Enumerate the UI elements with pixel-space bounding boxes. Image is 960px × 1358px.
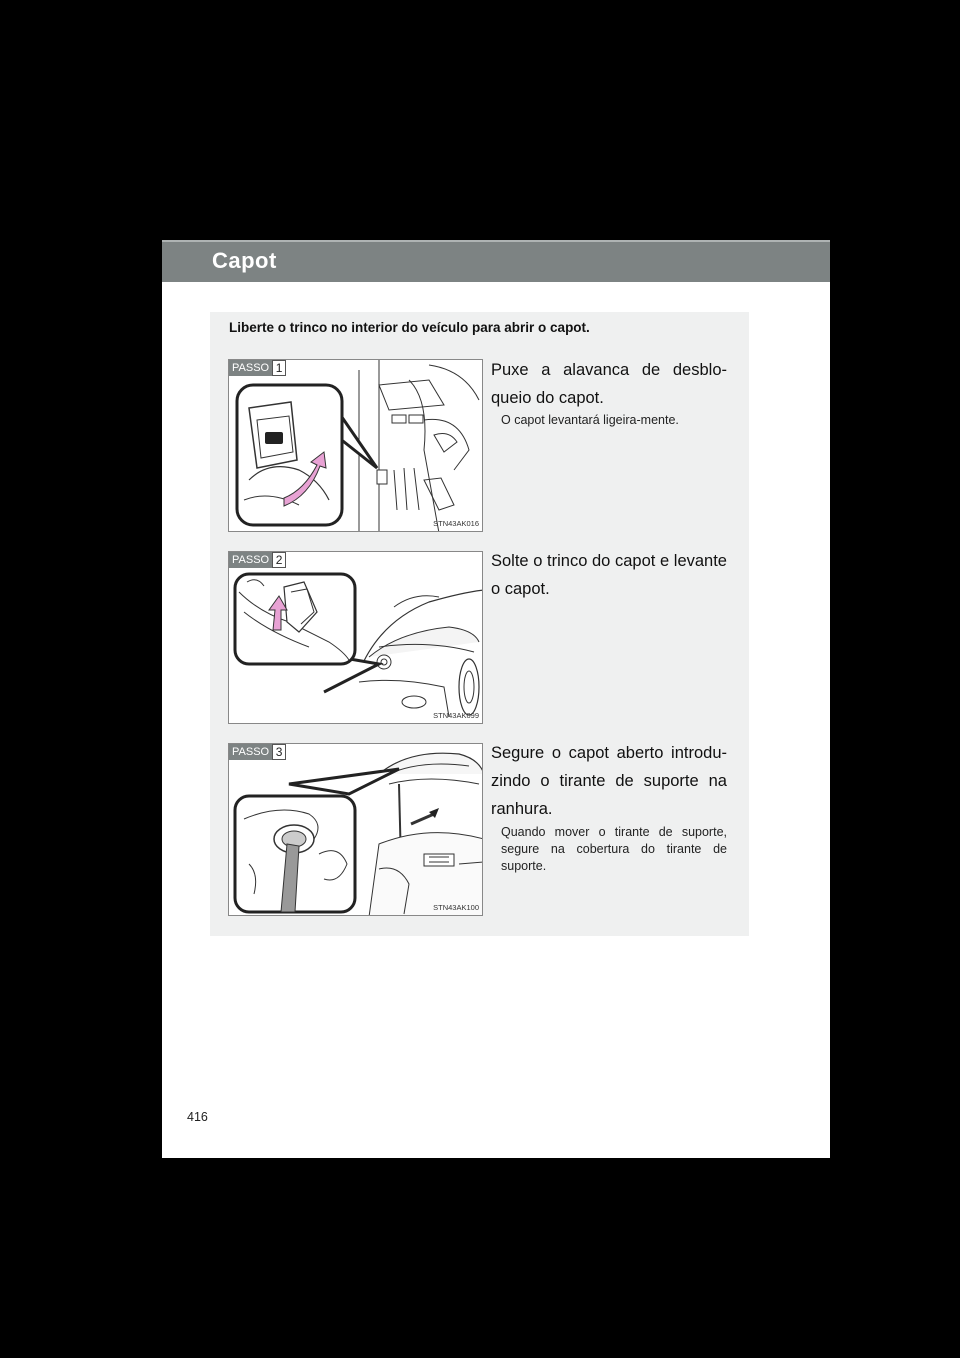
step-1-tag: PASSO 1: [229, 360, 286, 376]
step-2-tag: PASSO 2: [229, 552, 286, 568]
step-1-instruction: Puxe a alavanca de desblo-queio do capot.: [491, 361, 727, 407]
hood-release-lever-drawing: [229, 360, 483, 532]
figure-code: STN43AK016: [433, 519, 479, 528]
step-3-tag: PASSO 3: [229, 744, 286, 760]
hood-support-rod-drawing: [229, 744, 483, 916]
step-3-illustration: [228, 743, 483, 916]
page-number: 416: [187, 1110, 208, 1124]
step-3-note: Quando mover o tirante de suporte, segure na cobertura do tirante de suporte.: [501, 825, 727, 873]
section-title: Capot: [212, 248, 277, 273]
step-1-note: O capot levantará ligeira-mente.: [501, 413, 679, 427]
hood-latch-drawing: [229, 552, 483, 724]
step-2-instruction: Solte o trinco do capot e levante o capot.: [491, 552, 727, 598]
figure-code: STN43AK100: [433, 903, 479, 912]
section-header: [162, 240, 830, 282]
procedure-box: [210, 312, 749, 936]
step-2-illustration: [228, 551, 483, 724]
step-3-instruction: Segure o capot aberto introdu-zindo o tirante de suporte na ranhura.: [491, 744, 727, 818]
manual-page: [162, 240, 830, 1158]
figure-code: STN43AK099: [433, 711, 479, 720]
step-1-illustration: [228, 359, 483, 532]
intro-text: Liberte o trinco no interior do veículo para abrir o capot.: [229, 320, 590, 335]
